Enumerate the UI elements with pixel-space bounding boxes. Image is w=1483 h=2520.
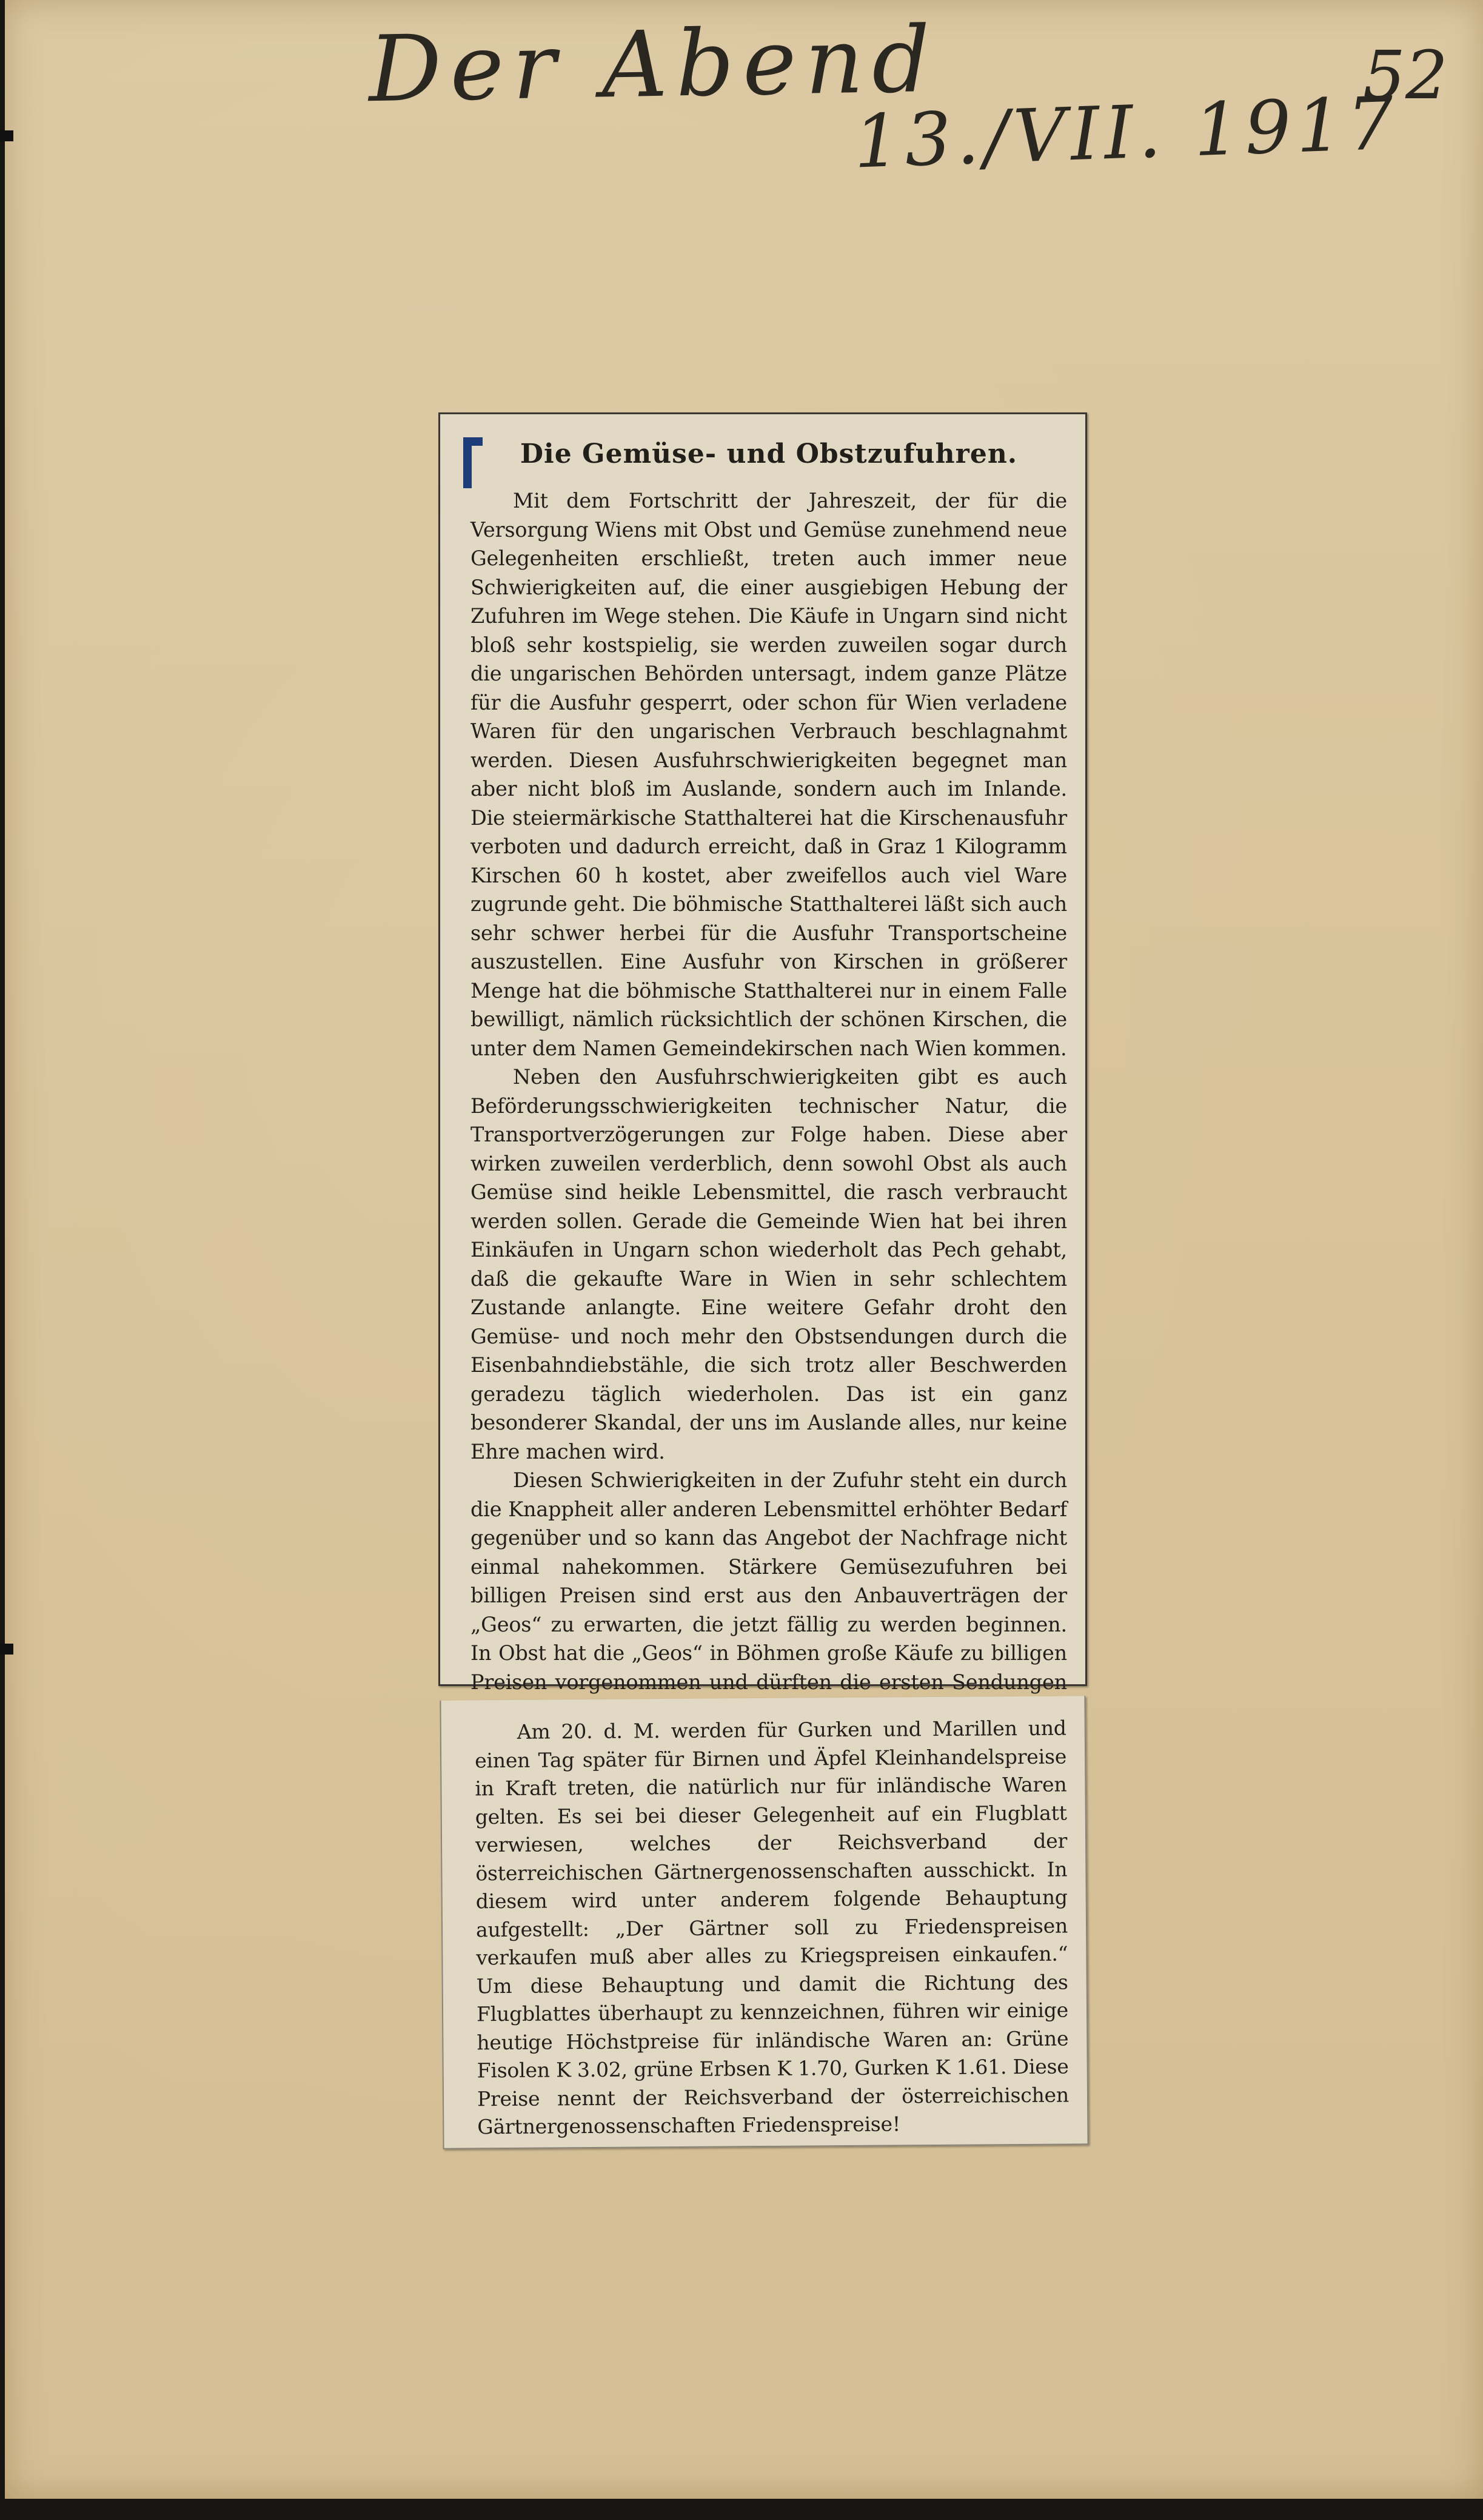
edge-hole [0, 130, 13, 141]
handwritten-page-number: 52 [1363, 36, 1448, 114]
addendum-paragraph: Am 20. d. M. werden für Gurken und Marillen und einen Tag später für Birnen und Äpfel Kleinhandelspreise in Kraft treten, die natürlich nur für inländische Waren gelten. Es sei bei dieser Gelegenheit auf ein Flugblatt verwiesen, welches der Reichsverband der österreichischen Gärtnergenossenschaften ausschickt. In diesem wird unter anderem folgende Behauptung aufgestellt: „Der Gärtner soll zu Friedenspreisen verkaufen muß aber alles zu Kriegspreisen einkaufen.“ Um diese Behauptung und damit die Richtung des Flugblattes überhaupt zu kennzeichnen, führen wir einige heutige Höchstpreise für inländische Waren an: Grüne Fisolen K 3.02, grüne Erbsen K 1.70, Gurken K 1.61. Diese Preise nennt der Reichsverband der österreichischen Gärtnergenossenschaften Friedenspreise! [474, 1716, 1070, 2139]
newspaper-clipping-main [438, 412, 1087, 1694]
blue-pencil-mark [463, 437, 483, 488]
article-headline: Die Gemüse- und Obstzufuhren. [520, 438, 1018, 469]
newspaper-clipping-addendum [440, 1696, 1088, 2149]
article-paragraph: Mit dem Fortschritt der Jahreszeit, der für die Versorgung Wiens mit Obst und Gemüse zunehmend neue Gelegenheiten erschließt, treten auch immer neue Schwierigkeiten auf, die einer ausgiebigen Hebung der Zufuhren im Wege stehen. Die Käufe in Ungarn sind nicht bloß sehr kostspielig, sie werden zuweilen sogar durch die ungarischen Behörden untersagt, indem ganze Plätze für die Ausfuhr gesperrt, oder schon für Wien verladene Waren für den ungarischen Verbrauch beschlagnahmt werden. Diesen Ausfuhrschwierigkeiten begegnet man aber nicht bloß im Auslande, sondern auch im Inlande. Die steiermärkische Statthalterei hat die Kirschenausfuhr verboten und dadurch erreicht, daß in Graz 1 Kilogramm Kirschen 60 h kostet, aber zweifellos auch viel Ware zugrunde geht. Die böhmische Statthalterei läßt sich auch sehr schwer herbei für die Ausfuhr Transportscheine auszustellen. Eine Ausfuhr von Kirschen in größerer Menge hat die böhmische Statthalterei nur in einem Falle bewilligt, nämlich rücksichtlich der schönen Kirschen, die unter dem Namen Gemeindekirschen nach Wien kommen. [470, 489, 1067, 1060]
edge-hole [0, 1644, 13, 1655]
article-paragraph: Neben den Ausfuhrschwierigkeiten gibt es auch Beförderungsschwierigkeiten technischer Natur, die Transportverzögerungen zur Folge haben. Diese aber wirken zuweilen verderblich, denn sowohl Obst als auch Gemüse sind heikle Lebensmittel, die rasch verbraucht werden sollen. Gerade die Gemeinde Wien hat bei ihren Einkäufen in Ungarn schon wiederholt das Pech gehabt, daß die gekaufte Ware in Wien in sehr schlechtem Zustande anlangte. Eine weitere Gefahr droht den Gemüse- und noch mehr den Obstsendungen durch die Eisenbahndiebstähle, die sich trotz aller Beschwerden geradezu täglich wiederholen. Das ist ein ganz besonderer Skandal, der uns im Auslande alles, nur keine Ehre machen wird. [470, 1065, 1067, 1463]
paper-sheet [5, 0, 1483, 2499]
article-paragraph: Diesen Schwierigkeiten in der Zufuhr steht ein durch die Knappheit aller anderen Lebensmittel erhöhter Bedarf gegenüber und so kann das Angebot der Nachfrage nicht einmal nahekommen. Stärkere Gemüsezufuhren bei billigen Preisen sind erst aus den Anbauverträgen der „Geos“ zu erwarten, die jetzt fällig zu werden beginnen. In Obst hat die „Geos“ in Böhmen große Käufe zu billigen Preisen vorgenommen und dürften die ersten Sendungen [470, 1468, 1067, 1694]
handwritten-source-title: Der Abend [367, 7, 940, 123]
handwritten-date: 13./VII. 1917 [852, 81, 1400, 185]
